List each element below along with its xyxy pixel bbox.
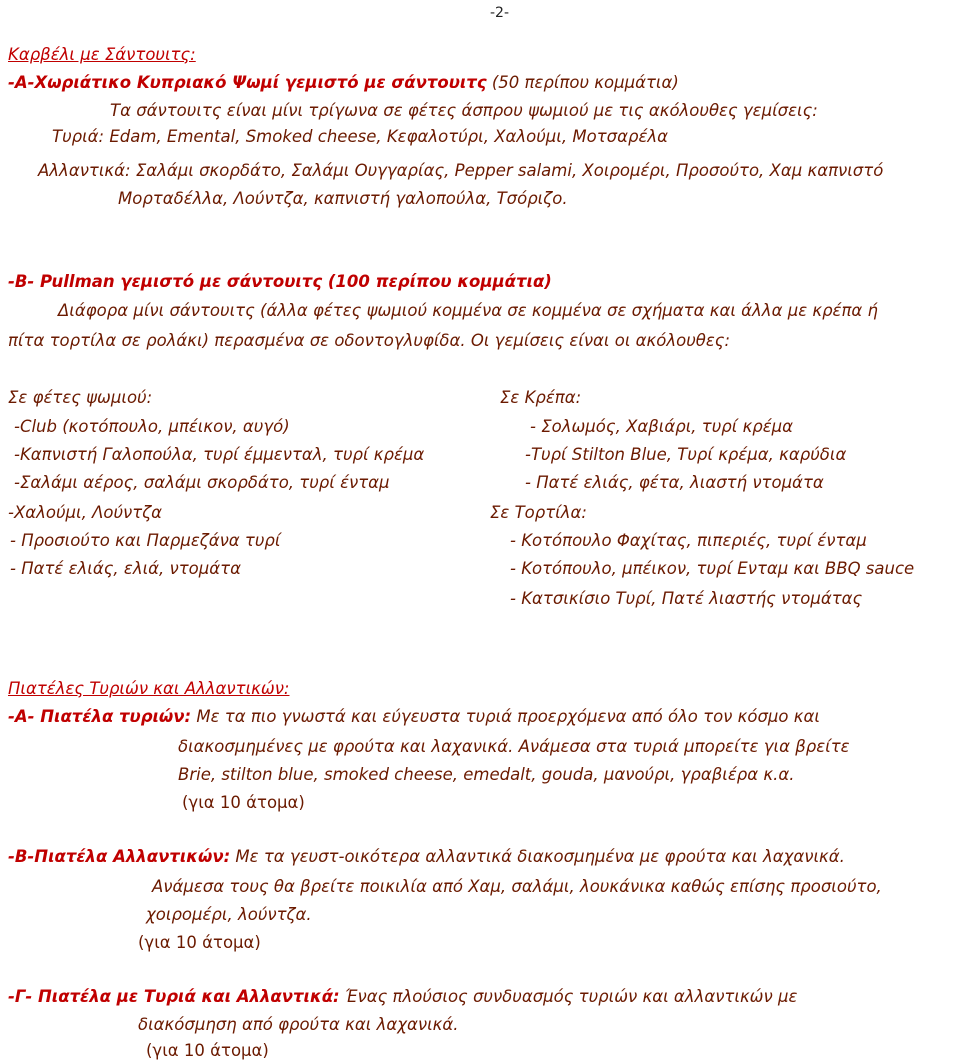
item-b-line-1: Διάφορα μίνι σάντουιτς (άλλα φέτες ψωμιού κομμένα σε κομμένα σε σχήματα και άλλα με κρέπα ή <box>58 301 878 320</box>
platter-c-line: διακόσμηση από φρούτα και λαχανικά. <box>138 1015 459 1034</box>
platter-b-line: χοιρομέρι, λούντζα. <box>146 905 312 924</box>
left-col-item: -Σαλάμι αέρος, σαλάμι σκορδάτο, τυρί ένταμ <box>14 473 390 492</box>
right-col-item: -Τυρί Stilton Blue, Τυρί κρέμα, καρύδια <box>525 445 847 464</box>
platter-a-title: -Α- Πιατέλα τυριών: <box>8 707 192 726</box>
platter-a-line: Brie, stilton blue, smoked cheese, emedalt, gouda, μανούρι, γραβιέρα κ.α. <box>178 765 795 784</box>
platter-c-people: (για 10 άτομα) <box>146 1041 269 1060</box>
platter-c-title: -Γ- Πιατέλα με Τυριά και Αλλαντικά: <box>8 987 340 1006</box>
left-col-item: -Club (κοτόπουλο, μπέικον, αυγό) <box>14 417 290 436</box>
right-col-item: - Κατσικίσιο Τυρί, Πατέ λιαστής ντομάτας <box>510 589 863 608</box>
platter-b-people: (για 10 άτομα) <box>138 933 261 952</box>
left-col-heading: Σε φέτες ψωμιού: <box>8 388 153 407</box>
section-title-sandwich-loaf: Καρβέλι με Σάντουιτς: <box>8 45 196 64</box>
right-col-item: - Κοτόπουλο, μπέικον, τυρί Ενταμ και BBQ sauce <box>510 559 915 578</box>
right-col-item: - Πατέ ελιάς, φέτα, λιαστή ντομάτα <box>525 473 824 492</box>
platter-c-heading <box>8 986 797 1008</box>
platter-b-text: Με τα γευστ-οικότερα αλλαντικά διακοσμημένα με φρούτα και λαχανικά. <box>230 847 845 866</box>
item-a-line-4: Μορταδέλλα, Λούντζα, καπνιστή γαλοπούλα, Τσόριζο. <box>118 189 568 208</box>
item-a-title: -Α-Χωριάτικο Κυπριακό Ψωμί γεμιστό με σάντουιτς <box>8 73 487 92</box>
platter-a-line: διακοσμημένες με φρούτα και λαχανικά. Ανάμεσα στα τυριά μπορείτε για βρείτε <box>178 737 850 756</box>
platter-b-line: Ανάμεσα τους θα βρείτε ποικιλία από Χαμ, σαλάμι, λουκάνικα καθώς επίσης προσιούτο, <box>152 877 882 896</box>
item-a-line-2: Τυριά: Edam, Emental, Smoked cheese, Κεφαλοτύρι, Χαλούμι, Μοτσαρέλα <box>52 127 669 146</box>
platter-a-people: (για 10 άτομα) <box>182 793 305 812</box>
left-col-item: - Προσιούτο και Παρμεζάνα τυρί <box>10 531 281 550</box>
item-a-heading <box>8 72 679 94</box>
right-col-heading-crepe: Σε Κρέπα: <box>500 388 582 407</box>
left-col-item: -Χαλούμι, Λούντζα <box>8 503 163 522</box>
platter-b-heading <box>8 846 845 868</box>
platter-a-heading <box>8 706 820 728</box>
item-b-line-2: πίτα τορτίλα σε ρολάκι) περασμένα σε οδοντογλυφίδα. Οι γεμίσεις είναι οι ακόλουθες: <box>8 331 731 350</box>
right-col-heading-tortilla: Σε Τορτίλα: <box>490 503 587 522</box>
platter-c-text: Ένας πλούσιος συνδυασμός τυριών και αλλαντικών με <box>339 987 798 1006</box>
page-number: -2- <box>490 5 510 21</box>
section-title-platters: Πιατέλες Τυριών και Αλλαντικών: <box>8 679 290 698</box>
platter-b-title: -Β-Πιατέλα Αλλαντικών: <box>8 847 231 866</box>
platter-a-text: Με τα πιο γνωστά και εύγευστα τυριά προερχόμενα από όλο τον κόσμο και <box>191 707 820 726</box>
right-col-item: - Σολωμός, Χαβιάρι, τυρί κρέμα <box>530 417 794 436</box>
right-col-item: - Κοτόπουλο Φαχίτας, πιπεριές, τυρί ένταμ <box>510 531 867 550</box>
item-a-line-3: Αλλαντικά: Σαλάμι σκορδάτο, Σαλάμι Ουγγαρίας, Pepper salami, Χοιρομέρι, Προσούτο, Χαμ καπνιστό <box>38 161 884 180</box>
item-b-title: -Β- Pullman γεμιστό με σάντουιτς (100 περίπου κομμάτια) <box>8 272 552 291</box>
item-a-count: (50 περίπου κομμάτια) <box>486 73 679 92</box>
item-a-line-1: Τα σάντουιτς είναι μίνι τρίγωνα σε φέτες άσπρου ψωμιού με τις ακόλουθες γεμίσεις: <box>110 101 818 120</box>
left-col-item: - Πατέ ελιάς, ελιά, ντομάτα <box>10 559 241 578</box>
left-col-item: -Καπνιστή Γαλοπούλα, τυρί έμμενταλ, τυρί κρέμα <box>14 445 425 464</box>
